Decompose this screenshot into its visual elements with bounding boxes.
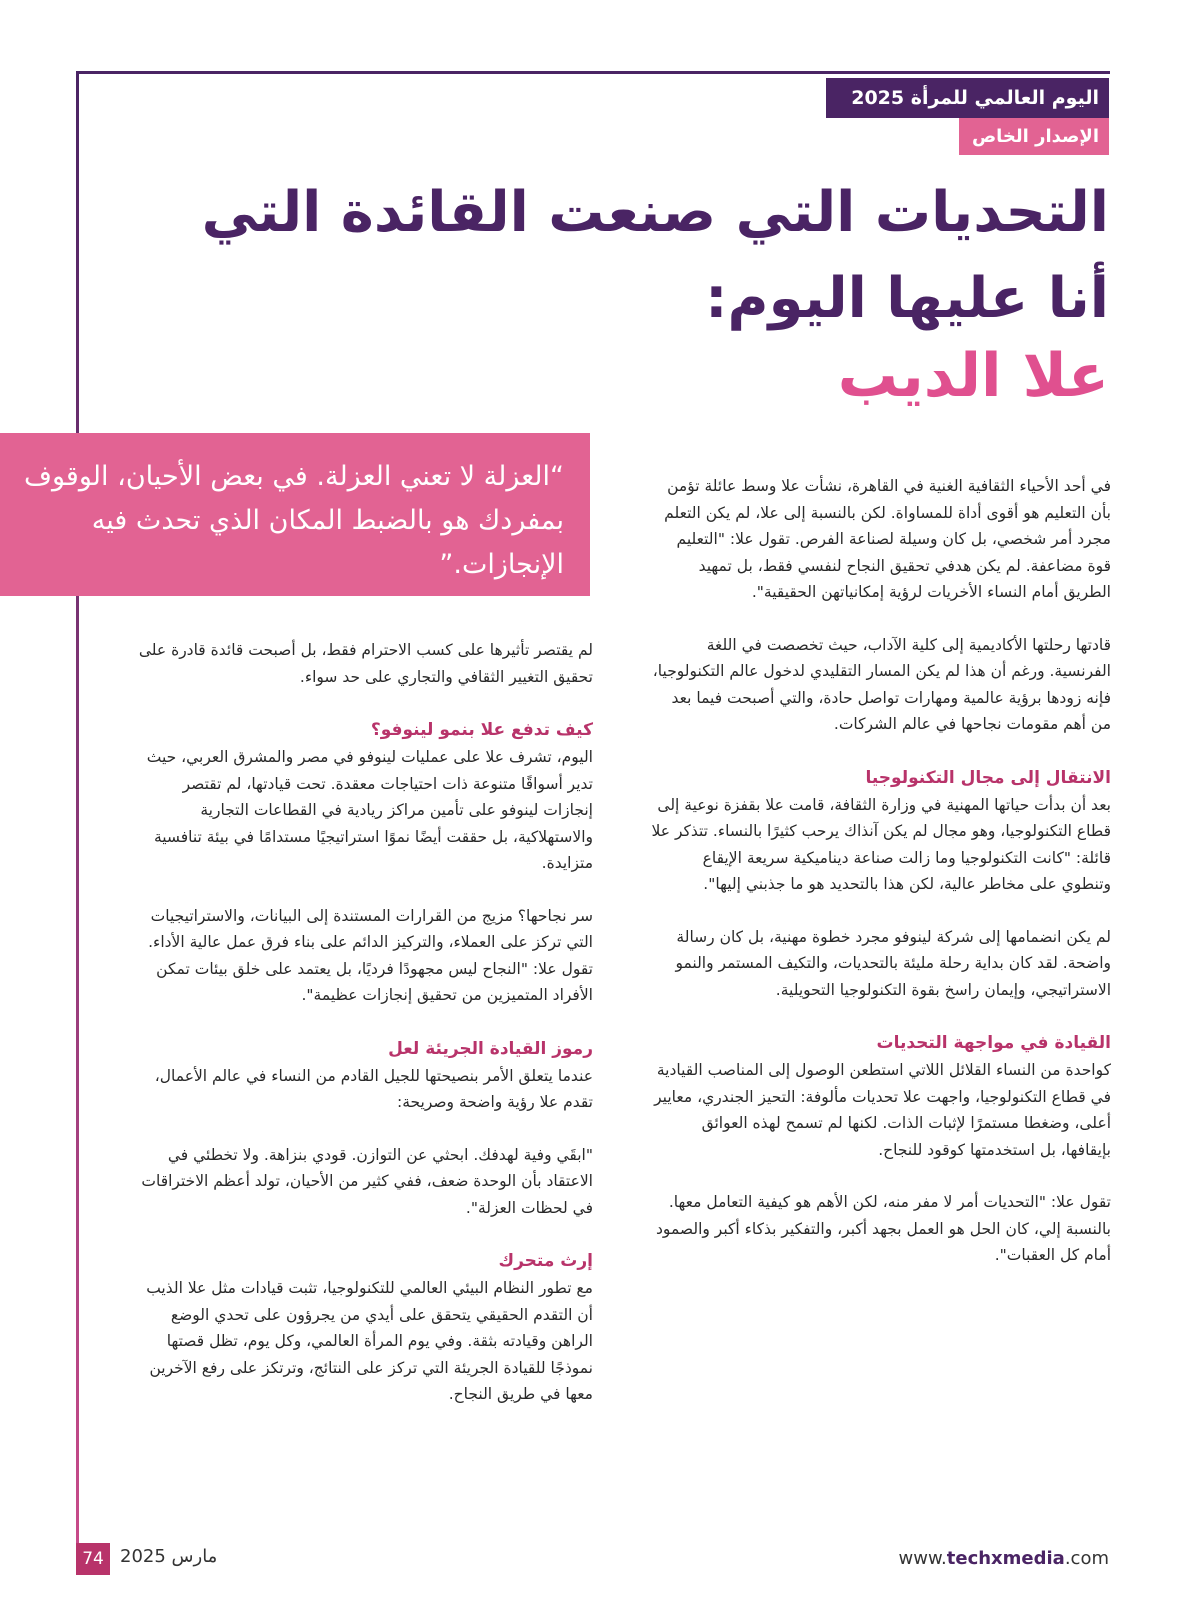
paragraph: عندما يتعلق الأمر بنصيحتها للجيل القادم من النساء في عالم الأعمال، تقدم علا رؤية واضحة وصريحة: [154,1066,593,1111]
paragraph: اليوم، تشرف علا على عمليات لينوفو في مصر والمشرق العربي، حيث تدير أسواقًا متنوعة ذات احتياجات معقدة. تحت قيادتها، لم تقتصر إنجازات لينوفو على تأمين مراكز ريادية في القطاعات التجارية والاستهلاكية، بل حققت أيضًا نموًا استراتيجيًا مستدامًا في بيئة تنافسية متزايدة. [146,748,593,872]
pull-quote: “العزلة لا تعني العزلة. في بعض الأحيان، الوقوف بمفردك هو بالضبط المكان الذي تحدث فيه الإنجازات.” [0,433,590,596]
site-suffix: .com [1064,1548,1109,1569]
article-column-left [138,637,593,1434]
section-heading: الانتقال إلى مجال التكنولوجيا [865,767,1111,788]
paragraph: في أحد الأحياء الثقافية الغنية في القاهرة، نشأت علا وسط عائلة تؤمن بأن التعليم هو أقوى أداة للمساواة. لكن بالنسبة إلى علا، لم يكن التعلم مجرد أمر شخصي، بل كان وسيلة لصناعة الفرص. تقول علا: "التعليم قوة مضاعفة. لم يكن هدفي تحقيق النجاح لنفسي فقط، بل تمهيد الطريق أمام النساء الأخريات لرؤية إمكانياتهن الحقيقية". [664,477,1111,601]
title-line-1: التحديات التي صنعت القائدة التي [201,180,1109,245]
edition-tag: الإصدار الخاص [959,118,1109,155]
paragraph: كواحدة من النساء القلائل اللاتي استطعن الوصول إلى المناصب القيادية في قطاع التكنولوجيا، واجهت علا تحديات مألوفة: التحيز الجندري، معايير أعلى، وضغطا مستمرًا لإثبات الذات. لكنها لم تسمح لهذه العوائق بإيقافها، بل استخدمتها كوقود للنجاح. [654,1061,1111,1159]
paragraph: بعد أن بدأت حياتها المهنية في وزارة الثقافة، قامت علا بقفزة نوعية إلى قطاع التكنولوجيا، وهو مجال لم يكن آنذاك يرحب كثيرًا بالنساء. تتذكر علا قائلة: "كانت التكنولوجيا وما زالت صناعة ديناميكية سريعة الإيقاع وتنطوي على مخاطر عالية، لكن هذا بالتحديد هو ما جذبني إليها". [651,795,1111,893]
page-number: 74 [76,1543,110,1575]
paragraph: لم يقتصر تأثيرها على كسب الاحترام فقط، بل أصبحت قائدة قادرة على تحقيق التغيير الثقافي والتجاري على حد سواء. [138,641,593,686]
paragraph: تقول علا: "التحديات أمر لا مفر منه، لكن الأهم هو كيفية التعامل معها. بالنسبة إلي، كان الحل هو العمل بجهد أكبر، والتفكير بذكاء أكبر والصمود أمام كل العقبات". [656,1193,1111,1264]
article-column-right [651,473,1111,1295]
article-title [159,170,1109,342]
subject-name: علا الديب [837,341,1109,411]
section-heading: إرث متحرك [498,1251,593,1271]
website-link[interactable] [899,1548,1109,1569]
section-heading: كيف تدفع علا بنمو لينوفو؟ [370,720,593,740]
section-heading: القيادة في مواجهة التحديات [876,1033,1111,1053]
paragraph: قادتها رحلتها الأكاديمية إلى كلية الآداب، حيث تخصصت في اللغة الفرنسية. ورغم أن هذا لم يكن المسار التقليدي لدخول عالم التكنولوجيا، فإنه زودها برؤية عالمية ومهارات تواصل حادة، والتي أصبحت فيما بعد من أهم مقومات نجاحها في عالم الشركات. [652,635,1111,733]
issue-date: مارس 2025 [120,1546,218,1567]
paragraph: لم يكن انضمامها إلى شركة لينوفو مجرد خطوة مهنية، بل كان رسالة واضحة. لقد كان بداية رحلة مليئة بالتحديات، والتكيف المستمر والنمو الاستراتيجي، وإيمان راسخ بقوة التكنولوجيا التحويلية. [675,927,1111,999]
site-prefix: www. [898,1548,947,1569]
paragraph: سر نجاحها؟ مزيج من القرارات المستندة إلى البيانات، والاستراتيجيات التي تركز على العملاء، والتركيز الدائم على بناء فرق عمل عالية الأداء. تقول علا: "النجاح ليس مجهودًا فرديًا، بل يعتمد على خلق بيئات تمكن الأفراد المتميزين من تحقيق إنجازات عظيمة". [148,906,593,1004]
paragraph: مع تطور النظام البيئي العالمي للتكنولوجيا، تثبت قيادات مثل علا الذيب أن التقدم الحقيقي يتحقق على أيدي من يجرؤون على تحدي الوضع الراهن وقيادته بثقة. وفي يوم المرأة العالمي، وكل يوم، تظل قصتها نموذجًا للقيادة الجريئة التي تركز على النتائج، وترتكز على رفع الآخرين معها في طريق النجاح. [146,1279,593,1403]
left-frame-line [76,71,79,1561]
top-frame-line [76,71,1110,74]
title-line-2: أنا عليها اليوم: [705,266,1109,331]
section-heading: رموز القيادة الجريئة لعل [388,1038,593,1059]
site-brand: techxmedia [946,1548,1065,1569]
section-tag: اليوم العالمي للمرأة 2025 [826,78,1109,118]
quote-paragraph: "ابقَي وفية لهدفك. ابحثي عن التوازن. قودي بنزاهة. ولا تخطئي في الاعتقاد بأن الوحدة ضعف، ففي كثير من الأحيان، تولد أعظم الاختراقات في لحظات العزلة". [141,1145,593,1217]
